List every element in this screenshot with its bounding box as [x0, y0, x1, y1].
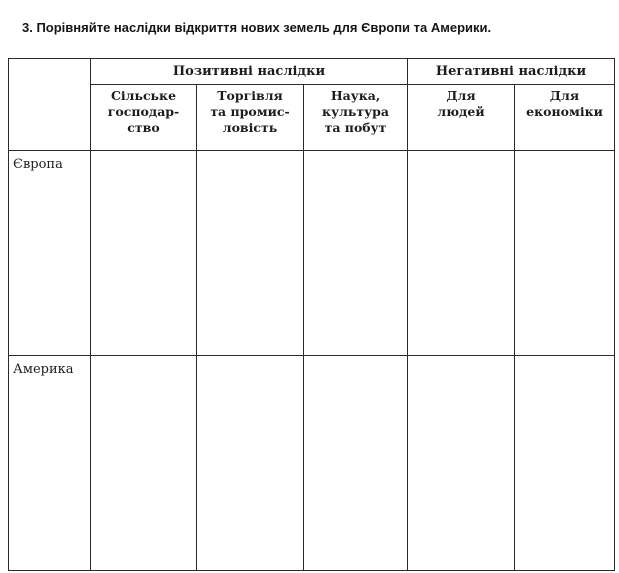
column-header-economy [515, 85, 615, 151]
column-header-science [304, 85, 408, 151]
row-label-america: Америка [9, 356, 91, 571]
header-line: та побут [324, 120, 387, 135]
header-line: та промис- [210, 104, 290, 119]
answer-cell-europe-trade[interactable] [197, 151, 304, 356]
row-label-europe: Європа [9, 151, 91, 356]
header-line: економіки [526, 104, 603, 119]
header-line: Сільське [110, 88, 177, 103]
negative-consequences-header: Негативні наслідки [408, 59, 615, 85]
task-title: 3. Порівняйте наслідки відкриття нових земель для Європи та Америки. [22, 20, 492, 35]
corner-cell [9, 59, 91, 151]
header-line: господар- [107, 104, 180, 119]
comparison-table [8, 58, 615, 571]
header-line: Торгівля [217, 88, 283, 103]
header-line: Для [446, 88, 476, 103]
answer-cell-america-agriculture[interactable] [91, 356, 197, 571]
header-line: ловість [222, 120, 278, 135]
table-row-america [9, 356, 615, 571]
header-line: культура [322, 104, 389, 119]
positive-consequences-header: Позитивні наслідки [91, 59, 408, 85]
table-row-europe [9, 151, 615, 356]
column-header-trade [197, 85, 304, 151]
header-line: ство [127, 120, 160, 135]
column-header-row [9, 85, 615, 151]
header-line: людей [437, 104, 485, 119]
answer-cell-america-people[interactable] [408, 356, 515, 571]
header-line: Для [549, 88, 580, 103]
answer-cell-america-economy[interactable] [515, 356, 615, 571]
group-header-row [9, 59, 615, 85]
answer-cell-america-science[interactable] [304, 356, 408, 571]
column-header-people [408, 85, 515, 151]
column-header-agriculture [91, 85, 197, 151]
header-line: Наука, [330, 88, 381, 103]
answer-cell-europe-agriculture[interactable] [91, 151, 197, 356]
answer-cell-america-trade[interactable] [197, 356, 304, 571]
answer-cell-europe-science[interactable] [304, 151, 408, 356]
answer-cell-europe-economy[interactable] [515, 151, 615, 356]
answer-cell-europe-people[interactable] [408, 151, 515, 356]
